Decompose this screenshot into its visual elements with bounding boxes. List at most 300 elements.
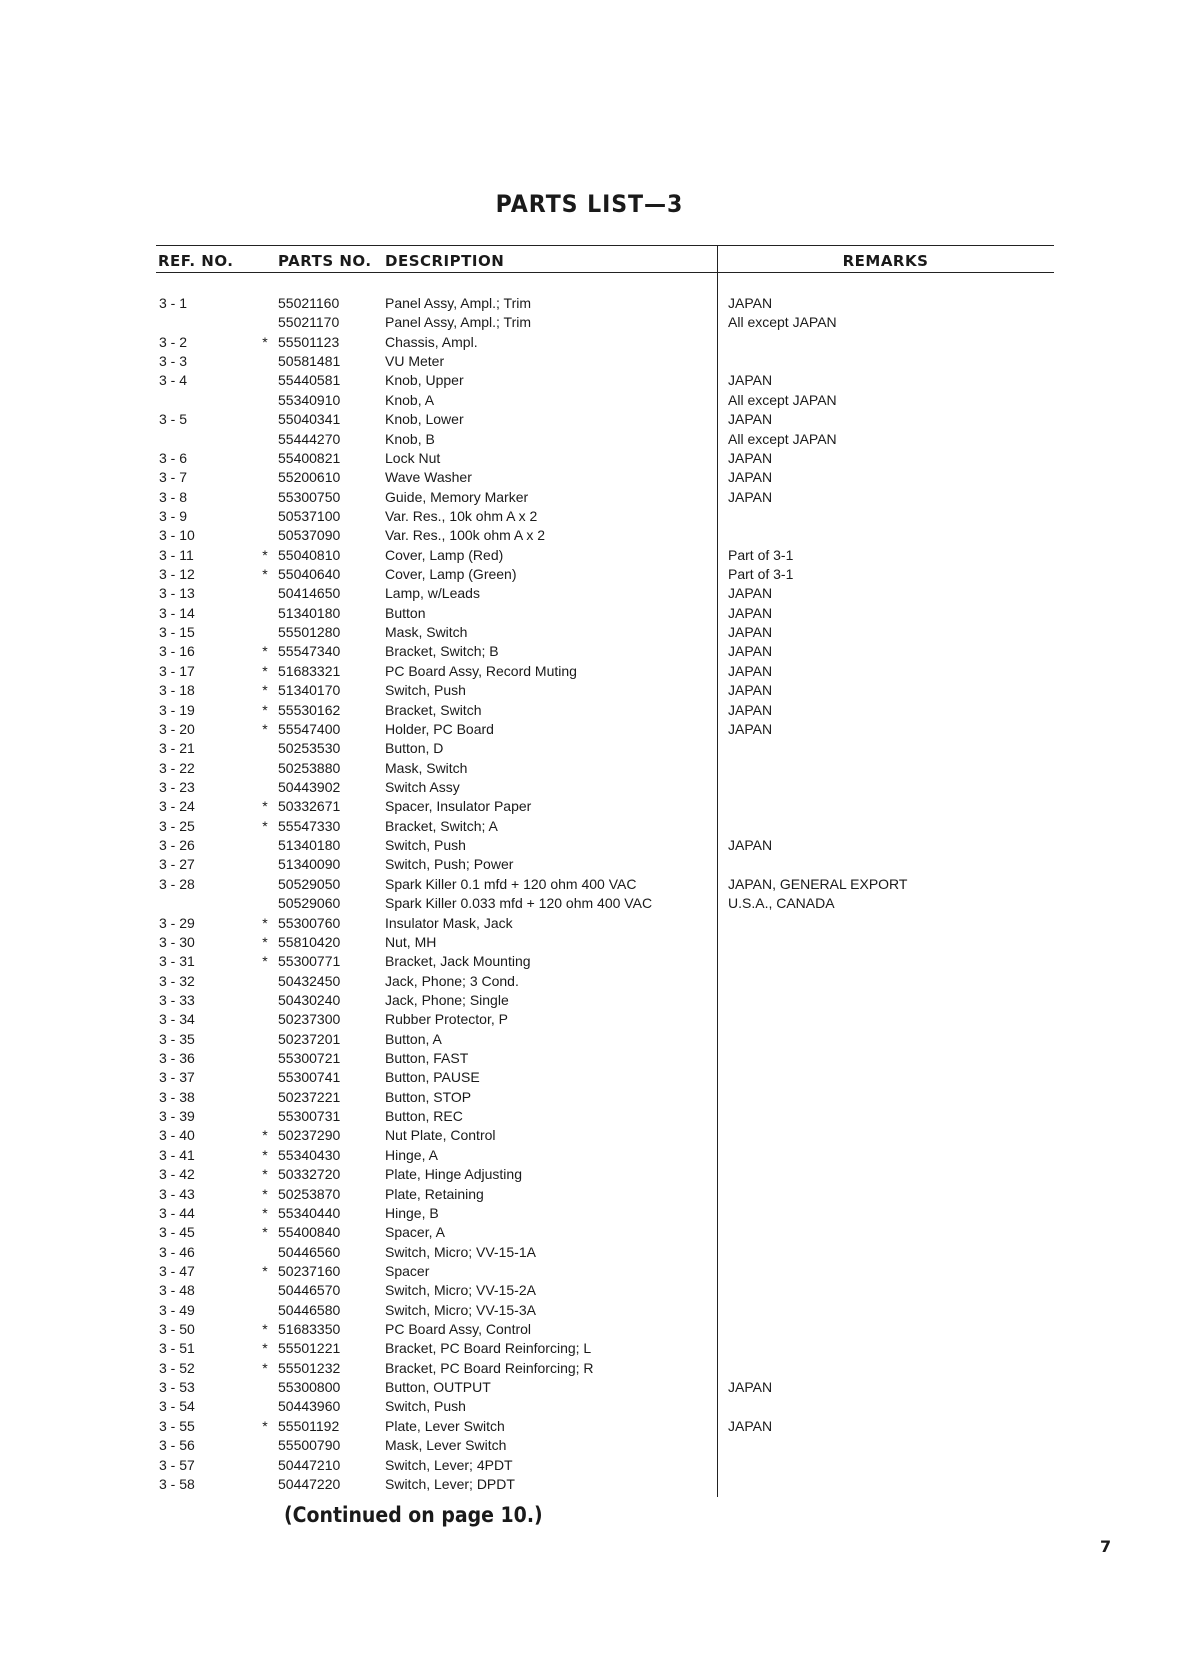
table-row bbox=[0, 914, 1179, 933]
description-cell: Lock Nut bbox=[385, 449, 441, 466]
description-cell: Chassis, Ampl. bbox=[385, 333, 478, 350]
parts-no-cell: 50237160 bbox=[278, 1262, 341, 1279]
ref-no-cell: 3 - 18 bbox=[159, 682, 195, 699]
description-cell: Spark Killer 0.033 mfd + 120 ohm 400 VAC bbox=[385, 895, 653, 912]
parts-no-cell: 50432450 bbox=[278, 972, 341, 989]
description-cell: Holder, PC Board bbox=[385, 720, 494, 737]
table-row bbox=[0, 1107, 1179, 1126]
parts-no-cell: 55300741 bbox=[278, 1069, 341, 1086]
parts-table-body bbox=[0, 294, 1179, 1494]
description-cell: Switch, Push bbox=[385, 682, 466, 699]
table-row bbox=[0, 1088, 1179, 1107]
description-cell: Bracket, PC Board Reinforcing; R bbox=[385, 1359, 594, 1376]
parts-no-cell: 50537100 bbox=[278, 507, 341, 524]
table-row bbox=[0, 933, 1179, 952]
parts-no-cell: 50443960 bbox=[278, 1398, 341, 1415]
ref-no-cell: 3 - 20 bbox=[159, 720, 195, 737]
table-row bbox=[0, 294, 1179, 313]
parts-no-cell: 55040810 bbox=[278, 546, 341, 563]
table-row bbox=[0, 1417, 1179, 1436]
parts-no-cell: 50447220 bbox=[278, 1475, 341, 1492]
parts-no-cell: 55501232 bbox=[278, 1359, 341, 1376]
parts-no-cell: 51683321 bbox=[278, 662, 341, 679]
new-part-marker: * bbox=[262, 1185, 268, 1202]
new-part-marker: * bbox=[262, 720, 268, 737]
new-part-marker: * bbox=[262, 701, 268, 718]
description-cell: Switch, Micro; VV-15-1A bbox=[385, 1243, 536, 1260]
parts-no-cell: 55300731 bbox=[278, 1108, 341, 1125]
parts-no-cell: 55200610 bbox=[278, 469, 341, 486]
ref-no-cell: 3 - 30 bbox=[159, 933, 195, 950]
ref-no-cell: 3 - 52 bbox=[159, 1359, 195, 1376]
parts-no-cell: 51340180 bbox=[278, 837, 341, 854]
description-cell: PC Board Assy, Control bbox=[385, 1321, 532, 1338]
table-row bbox=[0, 468, 1179, 487]
description-cell: Bracket, Switch; B bbox=[385, 643, 499, 660]
description-cell: Mask, Lever Switch bbox=[385, 1437, 507, 1454]
table-row bbox=[0, 972, 1179, 991]
parts-no-cell: 50446560 bbox=[278, 1243, 341, 1260]
page-title: PARTS LIST—3 bbox=[495, 190, 684, 218]
description-cell: Var. Res., 100k ohm A x 2 bbox=[385, 527, 546, 544]
description-cell: Knob, A bbox=[385, 391, 435, 408]
parts-no-cell: 55300800 bbox=[278, 1379, 341, 1396]
ref-no-cell: 3 - 48 bbox=[159, 1282, 195, 1299]
remarks-cell: Part of 3-1 bbox=[728, 546, 794, 563]
remarks-cell: JAPAN bbox=[728, 295, 773, 311]
description-cell: Lamp, w/Leads bbox=[385, 585, 480, 602]
table-row bbox=[0, 352, 1179, 371]
remarks-cell: JAPAN bbox=[728, 604, 773, 621]
remarks-cell: JAPAN bbox=[728, 624, 773, 641]
parts-no-cell: 55444270 bbox=[278, 430, 341, 447]
ref-no-cell: 3 - 11 bbox=[159, 546, 194, 563]
description-cell: Spacer bbox=[385, 1262, 430, 1279]
description-cell: Switch, Lever; 4PDT bbox=[385, 1456, 513, 1473]
parts-no-cell: 55547400 bbox=[278, 720, 341, 737]
ref-no-cell: 3 - 54 bbox=[159, 1398, 195, 1415]
ref-no-cell: 3 - 28 bbox=[159, 875, 195, 892]
table-row bbox=[0, 1262, 1179, 1281]
new-part-marker: * bbox=[262, 1340, 268, 1357]
description-cell: Spacer, A bbox=[385, 1224, 445, 1241]
page-number: 7 bbox=[1100, 1537, 1112, 1556]
table-row bbox=[0, 391, 1179, 410]
ref-no-cell: 3 - 47 bbox=[159, 1262, 195, 1279]
table-row bbox=[0, 526, 1179, 545]
parts-no-cell: 55547330 bbox=[278, 817, 341, 834]
parts-no-cell: 51340170 bbox=[278, 682, 341, 699]
remarks-cell: JAPAN bbox=[728, 720, 773, 737]
parts-no-cell: 55040640 bbox=[278, 566, 341, 583]
ref-no-cell: 3 - 7 bbox=[159, 469, 188, 486]
ref-no-cell: 3 - 9 bbox=[159, 507, 188, 524]
table-row bbox=[0, 836, 1179, 855]
table-row bbox=[0, 1030, 1179, 1049]
table-top-rule bbox=[156, 245, 1054, 246]
table-row bbox=[0, 1359, 1179, 1378]
ref-no-cell: 3 - 5 bbox=[159, 411, 188, 428]
parts-no-cell: 50537090 bbox=[278, 527, 341, 544]
description-cell: Var. Res., 10k ohm A x 2 bbox=[385, 507, 538, 524]
parts-no-cell: 50253530 bbox=[278, 740, 341, 757]
ref-no-cell: 3 - 14 bbox=[159, 604, 195, 621]
new-part-marker: * bbox=[262, 1224, 268, 1241]
description-cell: Switch, Push bbox=[385, 837, 466, 854]
table-row bbox=[0, 1320, 1179, 1339]
parts-no-cell: 55501123 bbox=[278, 333, 340, 350]
description-cell: Nut, MH bbox=[385, 933, 437, 950]
parts-no-cell: 55400821 bbox=[278, 449, 341, 466]
ref-no-cell: 3 - 38 bbox=[159, 1088, 195, 1105]
remarks-cell: All except JAPAN bbox=[728, 314, 837, 331]
description-cell: Button, FAST bbox=[385, 1050, 469, 1067]
table-row bbox=[0, 739, 1179, 758]
table-row bbox=[0, 991, 1179, 1010]
table-row bbox=[0, 642, 1179, 661]
parts-no-cell: 50332671 bbox=[278, 798, 341, 815]
ref-no-cell: 3 - 45 bbox=[159, 1224, 195, 1241]
description-cell: Wave Washer bbox=[385, 469, 472, 486]
description-cell: Button, STOP bbox=[385, 1088, 472, 1105]
ref-no-cell: 3 - 39 bbox=[159, 1108, 195, 1125]
new-part-marker: * bbox=[262, 546, 268, 563]
parts-no-cell: 55501280 bbox=[278, 624, 341, 641]
remarks-cell: JAPAN bbox=[728, 1417, 773, 1434]
remarks-cell: JAPAN bbox=[728, 488, 773, 505]
ref-no-cell: 3 - 22 bbox=[159, 759, 195, 776]
ref-no-cell: 3 - 50 bbox=[159, 1321, 195, 1338]
table-row bbox=[0, 855, 1179, 874]
description-cell: Button, REC bbox=[385, 1108, 463, 1125]
table-row bbox=[0, 507, 1179, 526]
parts-no-cell: 55530162 bbox=[278, 701, 341, 718]
table-row bbox=[0, 1010, 1179, 1029]
ref-no-cell: 3 - 31 bbox=[159, 953, 195, 970]
new-part-marker: * bbox=[262, 662, 268, 679]
description-cell: Button, D bbox=[385, 740, 444, 757]
remarks-cell: JAPAN bbox=[728, 469, 773, 486]
description-cell: Bracket, Switch bbox=[385, 701, 482, 718]
table-row bbox=[0, 701, 1179, 720]
description-cell: VU Meter bbox=[385, 353, 445, 370]
description-cell: Plate, Hinge Adjusting bbox=[385, 1166, 522, 1183]
parts-no-cell: 55300750 bbox=[278, 488, 341, 505]
description-cell: Jack, Phone; 3 Cond. bbox=[385, 972, 519, 989]
new-part-marker: * bbox=[262, 682, 268, 699]
ref-no-cell: 3 - 40 bbox=[159, 1127, 195, 1144]
table-row bbox=[0, 313, 1179, 332]
ref-no-cell: 3 - 13 bbox=[159, 585, 195, 602]
ref-no-cell: 3 - 51 bbox=[159, 1340, 195, 1357]
ref-no-cell: 3 - 19 bbox=[159, 701, 195, 718]
ref-no-cell: 3 - 56 bbox=[159, 1437, 195, 1454]
table-row bbox=[0, 952, 1179, 971]
new-part-marker: * bbox=[262, 933, 268, 950]
description-cell: Plate, Retaining bbox=[385, 1185, 484, 1202]
description-cell: Cover, Lamp (Red) bbox=[385, 546, 504, 563]
table-row bbox=[0, 1243, 1179, 1262]
ref-no-cell: 3 - 15 bbox=[159, 624, 195, 641]
new-part-marker: * bbox=[262, 1204, 268, 1221]
parts-no-cell: 50253870 bbox=[278, 1185, 341, 1202]
table-row bbox=[0, 488, 1179, 507]
table-row bbox=[0, 430, 1179, 449]
remarks-cell: Part of 3-1 bbox=[728, 566, 794, 583]
ref-no-cell: 3 - 6 bbox=[159, 449, 188, 466]
description-cell: Insulator Mask, Jack bbox=[385, 914, 513, 931]
remarks-cell: U.S.A., CANADA bbox=[728, 895, 835, 912]
ref-no-cell: 3 - 36 bbox=[159, 1050, 195, 1067]
table-row bbox=[0, 1165, 1179, 1184]
parts-no-cell: 55040341 bbox=[278, 411, 341, 428]
remarks-cell: JAPAN, GENERAL EXPORT bbox=[728, 875, 908, 892]
ref-no-cell: 3 - 12 bbox=[159, 566, 195, 583]
new-part-marker: * bbox=[262, 1321, 268, 1338]
new-part-marker: * bbox=[262, 953, 268, 970]
remarks-cell: JAPAN bbox=[728, 585, 773, 602]
new-part-marker: * bbox=[262, 643, 268, 660]
ref-no-cell: 3 - 55 bbox=[159, 1417, 195, 1434]
parts-no-cell: 55501192 bbox=[278, 1417, 340, 1434]
ref-no-cell: 3 - 42 bbox=[159, 1166, 195, 1183]
table-row bbox=[0, 371, 1179, 390]
ref-no-cell: 3 - 57 bbox=[159, 1456, 195, 1473]
new-part-marker: * bbox=[262, 1417, 268, 1434]
parts-no-cell: 50443902 bbox=[278, 778, 341, 795]
remarks-cell: JAPAN bbox=[728, 682, 773, 699]
description-cell: Button, OUTPUT bbox=[385, 1379, 491, 1396]
description-cell: Button, A bbox=[385, 1030, 442, 1047]
parts-no-cell: 55547340 bbox=[278, 643, 341, 660]
new-part-marker: * bbox=[262, 1359, 268, 1376]
description-cell: Mask, Switch bbox=[385, 759, 468, 776]
continuation-note: (Continued on page 10.) bbox=[284, 1503, 543, 1527]
description-cell: Bracket, Jack Mounting bbox=[385, 953, 531, 970]
table-row bbox=[0, 797, 1179, 816]
ref-no-cell: 3 - 33 bbox=[159, 991, 195, 1008]
table-row bbox=[0, 449, 1179, 468]
parts-no-cell: 51683350 bbox=[278, 1321, 341, 1338]
remarks-cell: JAPAN bbox=[728, 643, 773, 660]
ref-no-cell: 3 - 32 bbox=[159, 972, 195, 989]
description-cell: Knob, Lower bbox=[385, 411, 464, 428]
ref-no-cell: 3 - 49 bbox=[159, 1301, 195, 1318]
table-row bbox=[0, 1397, 1179, 1416]
description-cell: Panel Assy, Ampl.; Trim bbox=[385, 295, 532, 311]
new-part-marker: * bbox=[262, 914, 268, 931]
description-cell: Switch, Micro; VV-15-2A bbox=[385, 1282, 536, 1299]
ref-no-cell: 3 - 44 bbox=[159, 1204, 195, 1221]
table-row bbox=[0, 1281, 1179, 1300]
parts-no-cell: 50237300 bbox=[278, 1011, 341, 1028]
ref-no-cell: 3 - 35 bbox=[159, 1030, 195, 1047]
parts-no-cell: 55300760 bbox=[278, 914, 341, 931]
description-cell: Mask, Switch bbox=[385, 624, 468, 641]
ref-no-cell: 3 - 46 bbox=[159, 1243, 195, 1260]
description-cell: Button bbox=[385, 604, 426, 621]
parts-no-cell: 50446570 bbox=[278, 1282, 341, 1299]
ref-no-cell: 3 - 34 bbox=[159, 1011, 195, 1028]
parts-no-cell: 51340090 bbox=[278, 856, 341, 873]
table-row bbox=[0, 817, 1179, 836]
description-cell: Switch, Micro; VV-15-3A bbox=[385, 1301, 536, 1318]
new-part-marker: * bbox=[262, 798, 268, 815]
remarks-cell: JAPAN bbox=[728, 372, 773, 389]
ref-no-cell: 3 - 29 bbox=[159, 914, 195, 931]
remarks-cell: JAPAN bbox=[728, 1379, 773, 1396]
remarks-cell: All except JAPAN bbox=[728, 430, 837, 447]
table-row bbox=[0, 759, 1179, 778]
new-part-marker: * bbox=[262, 1127, 268, 1144]
parts-no-cell: 50332720 bbox=[278, 1166, 341, 1183]
ref-no-cell: 3 - 25 bbox=[159, 817, 195, 834]
table-header-rule bbox=[156, 272, 1054, 273]
table-row bbox=[0, 1301, 1179, 1320]
parts-no-cell: 55340430 bbox=[278, 1146, 341, 1163]
ref-no-cell: 3 - 10 bbox=[159, 527, 195, 544]
ref-no-cell: 3 - 27 bbox=[159, 856, 195, 873]
parts-no-cell: 55021160 bbox=[278, 295, 340, 311]
description-cell: Knob, B bbox=[385, 430, 435, 447]
ref-no-cell: 3 - 8 bbox=[159, 488, 188, 505]
new-part-marker: * bbox=[262, 333, 268, 350]
description-cell: Bracket, PC Board Reinforcing; L bbox=[385, 1340, 592, 1357]
description-cell: Button, PAUSE bbox=[385, 1069, 480, 1086]
description-cell: Nut Plate, Control bbox=[385, 1127, 496, 1144]
table-row bbox=[0, 1185, 1179, 1204]
parts-no-cell: 50237221 bbox=[278, 1088, 341, 1105]
parts-no-cell: 50446580 bbox=[278, 1301, 341, 1318]
new-part-marker: * bbox=[262, 1166, 268, 1183]
table-row bbox=[0, 1126, 1179, 1145]
table-row bbox=[0, 894, 1179, 913]
header-parts-no: PARTS NO. bbox=[278, 252, 372, 270]
new-part-marker: * bbox=[262, 1146, 268, 1163]
table-row bbox=[0, 546, 1179, 565]
table-row bbox=[0, 1049, 1179, 1068]
table-row bbox=[0, 1339, 1179, 1358]
description-cell: Switch Assy bbox=[385, 778, 460, 795]
table-row bbox=[0, 1456, 1179, 1475]
remarks-cell: JAPAN bbox=[728, 701, 773, 718]
parts-no-cell: 55021170 bbox=[278, 314, 340, 331]
remarks-cell: JAPAN bbox=[728, 837, 773, 854]
description-cell: Switch, Push; Power bbox=[385, 856, 514, 873]
table-row bbox=[0, 1204, 1179, 1223]
table-row bbox=[0, 1068, 1179, 1087]
ref-no-cell: 3 - 23 bbox=[159, 778, 195, 795]
header-ref-no: REF. NO. bbox=[158, 252, 234, 270]
description-cell: Jack, Phone; Single bbox=[385, 991, 509, 1008]
parts-no-cell: 50414650 bbox=[278, 585, 341, 602]
parts-no-cell: 50447210 bbox=[278, 1456, 341, 1473]
description-cell: Hinge, B bbox=[385, 1204, 439, 1221]
parts-no-cell: 55440581 bbox=[278, 372, 341, 389]
parts-no-cell: 50529050 bbox=[278, 875, 341, 892]
table-row bbox=[0, 1378, 1179, 1397]
ref-no-cell: 3 - 24 bbox=[159, 798, 195, 815]
remarks-cell: All except JAPAN bbox=[728, 391, 837, 408]
table-row bbox=[0, 623, 1179, 642]
new-part-marker: * bbox=[262, 1262, 268, 1279]
parts-no-cell: 50237290 bbox=[278, 1127, 341, 1144]
parts-no-cell: 55810420 bbox=[278, 933, 341, 950]
description-cell: Knob, Upper bbox=[385, 372, 464, 389]
table-row bbox=[0, 875, 1179, 894]
parts-no-cell: 50581481 bbox=[278, 353, 341, 370]
new-part-marker: * bbox=[262, 817, 268, 834]
ref-no-cell: 3 - 43 bbox=[159, 1185, 195, 1202]
table-row bbox=[0, 333, 1179, 352]
ref-no-cell: 3 - 1 bbox=[159, 295, 188, 311]
description-cell: Bracket, Switch; A bbox=[385, 817, 498, 834]
parts-no-cell: 55340440 bbox=[278, 1204, 341, 1221]
description-cell: Switch, Push bbox=[385, 1398, 466, 1415]
ref-no-cell: 3 - 37 bbox=[159, 1069, 195, 1086]
parts-no-cell: 50237201 bbox=[278, 1030, 341, 1047]
header-description: DESCRIPTION bbox=[385, 252, 505, 270]
parts-no-cell: 55300721 bbox=[278, 1050, 341, 1067]
new-part-marker: * bbox=[262, 566, 268, 583]
table-row bbox=[0, 410, 1179, 429]
description-cell: Plate, Lever Switch bbox=[385, 1417, 505, 1434]
ref-no-cell: 3 - 3 bbox=[159, 353, 188, 370]
parts-no-cell: 55501221 bbox=[278, 1340, 341, 1357]
description-cell: Cover, Lamp (Green) bbox=[385, 566, 517, 583]
parts-no-cell: 50430240 bbox=[278, 991, 341, 1008]
table-row bbox=[0, 1223, 1179, 1242]
ref-no-cell: 3 - 17 bbox=[159, 662, 195, 679]
ref-no-cell: 3 - 2 bbox=[159, 333, 188, 350]
table-row bbox=[0, 662, 1179, 681]
ref-no-cell: 3 - 41 bbox=[159, 1146, 195, 1163]
description-cell: Guide, Memory Marker bbox=[385, 488, 529, 505]
table-row bbox=[0, 565, 1179, 584]
parts-no-cell: 50253880 bbox=[278, 759, 341, 776]
table-row bbox=[0, 1146, 1179, 1165]
ref-no-cell: 3 - 21 bbox=[159, 740, 195, 757]
ref-no-cell: 3 - 4 bbox=[159, 372, 188, 389]
table-row bbox=[0, 1475, 1179, 1494]
table-row bbox=[0, 681, 1179, 700]
table-row bbox=[0, 720, 1179, 739]
ref-no-cell: 3 - 16 bbox=[159, 643, 195, 660]
parts-no-cell: 55300771 bbox=[278, 953, 341, 970]
table-row bbox=[0, 584, 1179, 603]
parts-no-cell: 55340910 bbox=[278, 391, 341, 408]
description-cell: Rubber Protector, P bbox=[385, 1011, 508, 1028]
ref-no-cell: 3 - 53 bbox=[159, 1379, 195, 1396]
ref-no-cell: 3 - 26 bbox=[159, 837, 195, 854]
table-row bbox=[0, 778, 1179, 797]
table-row bbox=[0, 604, 1179, 623]
description-cell: Spacer, Insulator Paper bbox=[385, 798, 532, 815]
remarks-cell: JAPAN bbox=[728, 449, 773, 466]
remarks-cell: JAPAN bbox=[728, 411, 773, 428]
description-cell: Hinge, A bbox=[385, 1146, 438, 1163]
parts-no-cell: 50529060 bbox=[278, 895, 341, 912]
table-row bbox=[0, 1436, 1179, 1455]
remarks-cell: JAPAN bbox=[728, 662, 773, 679]
description-cell: Spark Killer 0.1 mfd + 120 ohm 400 VAC bbox=[385, 875, 637, 892]
ref-no-cell: 3 - 58 bbox=[159, 1475, 195, 1492]
description-cell: Switch, Lever; DPDT bbox=[385, 1475, 515, 1492]
parts-no-cell: 51340180 bbox=[278, 604, 341, 621]
description-cell: Panel Assy, Ampl.; Trim bbox=[385, 314, 532, 331]
header-remarks: REMARKS bbox=[842, 252, 929, 270]
parts-no-cell: 55400840 bbox=[278, 1224, 341, 1241]
